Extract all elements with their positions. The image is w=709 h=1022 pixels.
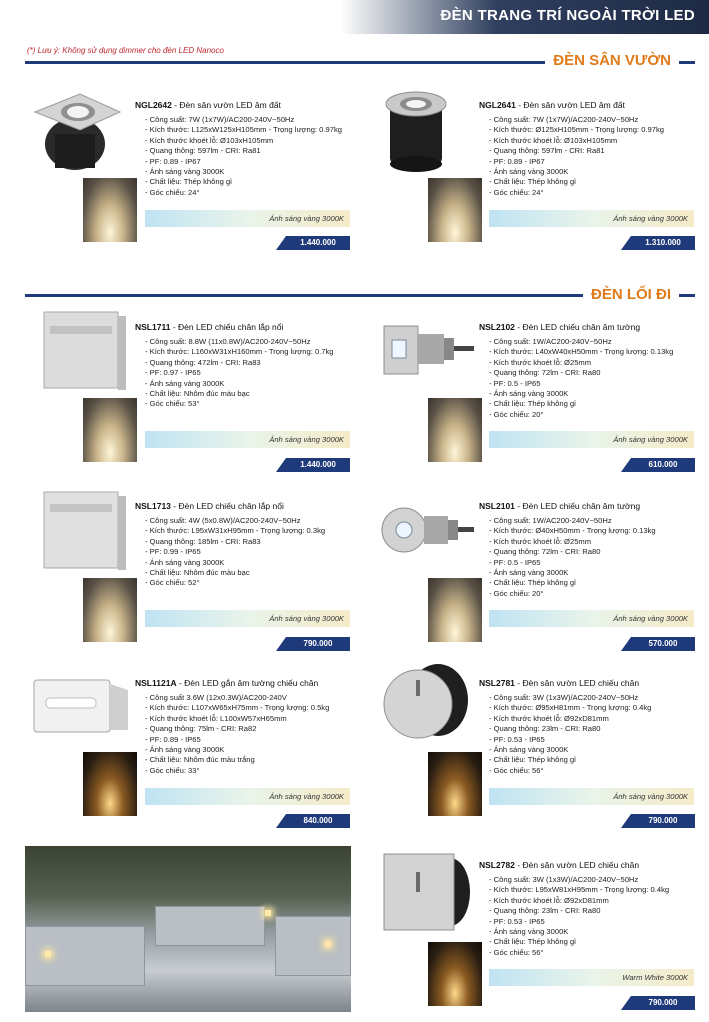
spec-item: - Công suất: 3W (1x3W)/AC200-240V~50Hz [489,875,639,884]
light-effect-thumbnail [83,578,137,642]
spec-item: - PF: 0.97 - IP65 [145,368,201,378]
spec-item: - Ánh sáng vàng 3000K [489,568,569,578]
spec-item: - Chất liệu: Thép không gỉ [489,177,576,187]
light-color-bar: Ánh sáng vàng 3000K [489,431,694,448]
product-specs [145,337,334,410]
spec-item: - Góc chiếu: 20° [489,409,544,419]
spec-item: - Kích thước: L40xW40xH50mm - Trọng lượng: 0.13kg [489,347,674,357]
spec-item: - PF: 0.89 - IP65 [145,734,201,744]
spec-item: - Kích thước khoét lỗ: Ø25mm [489,357,592,367]
product-specs [489,875,669,958]
spec-item: - Ánh sáng vàng 3000K [145,167,225,177]
spec-item: - Chất liệu: Nhôm đúc màu trắng [145,755,255,765]
product-title [479,322,640,332]
spec-item: - Quang thông: 72lm - CRI: Ra80 [489,368,601,378]
product-image [40,488,130,574]
product-code: NSL1713 [135,501,171,511]
spec-item: - Công suất: 1W/AC200-240V~50Hz [489,337,612,346]
section-title-garden: ĐÈN SÂN VƯỜN [545,52,679,69]
spec-item: - PF: 0.53 - IP65 [489,734,545,744]
light-effect-thumbnail [428,578,482,642]
light-effect-thumbnail [428,178,482,242]
spec-item: - Góc chiếu: 33° [145,765,200,775]
product-desc: - Đèn sân vườn LED chiếu chân [514,860,640,870]
spec-item: - Chất liệu: Nhôm đúc màu bạc [145,568,250,578]
spec-item: - Công suất: 1W/AC200-240V~50Hz [489,516,612,525]
spec-item: - Kích thước: L107xW65xH75mm - Trọng lượng: 0.5kg [145,703,330,713]
product-code: NSL2781 [479,678,515,688]
product-image [378,84,478,174]
spec-item: - Kích thước: Ø40xH50mm - Trọng lượng: 0.13kg [489,526,656,536]
product-image [380,320,476,384]
price-tag-edge [621,814,631,828]
stone-bench [275,916,351,976]
spec-item: - Chất liệu: Thép không gỉ [489,399,576,409]
price-tag-edge [276,458,286,472]
price-tag: 840.000 [286,814,350,828]
product-desc: - Đèn LED chiếu chân âm tường [514,322,641,332]
light-color-bar: Ánh sáng vàng 3000K [145,431,350,448]
product-title [135,678,318,688]
spec-item: - Kích thước khoét lỗ: L100xW57xH65mm [145,713,287,723]
stone-bench [155,906,265,946]
lamp-glow [325,941,331,947]
price-tag: 570.000 [631,637,695,651]
product-code: NGL2642 [135,100,172,110]
installation-photo [25,846,351,1012]
product-code: NSL2782 [479,860,515,870]
product-code: NGL2641 [479,100,516,110]
spec-item: - Công suất: 3W (1x3W)/AC200-240V~50Hz [489,693,639,702]
spec-item: - Ánh sáng vàng 3000K [489,745,569,755]
spec-item: - PF: 0.5 - IP65 [489,378,541,388]
spec-item: - Góc chiếu: 24° [145,187,200,197]
spec-item: - Góc chiếu: 56° [489,947,544,957]
price-tag: 610.000 [631,458,695,472]
spec-item: - Ánh sáng vàng 3000K [489,927,569,937]
spec-item: - PF: 0.53 - IP65 [489,916,545,926]
spec-item: - Công suất: 8.8W (11x0.8W)/AC200-240V~50Hz [145,337,311,346]
spec-item: - Góc chiếu: 24° [489,187,544,197]
spec-item: - Công suất: 4W (5x0.8W)/AC200-240V~50Hz [145,516,301,525]
spec-item: - Ánh sáng vàng 3000K [145,745,225,755]
price-tag-edge [621,458,631,472]
price-tag: 790.000 [631,814,695,828]
light-effect-thumbnail [83,398,137,462]
light-effect-thumbnail [428,398,482,462]
price-tag: 790.000 [286,637,350,651]
spec-item: - Quang thông: 597lm - CRI: Ra81 [145,146,261,156]
price-tag: 1.440.000 [286,458,350,472]
spec-item: - Góc chiếu: 56° [489,765,544,775]
spec-item: - Quang thông: 23lm - CRI: Ra80 [489,724,601,734]
product-code: NSL1711 [135,322,171,332]
spec-item: - PF: 0.99 - IP65 [145,547,201,557]
price-tag-edge [276,236,286,250]
spec-item: - Công suất 3.6W (12x0.3W)/AC200-240V [145,693,287,702]
product-image [380,848,476,938]
dimmer-note: (*) Lưu ý: Không sử dụng dimmer cho đèn LED Nanoco [27,46,224,55]
product-title [135,322,283,332]
product-desc: - Đèn sân vườn LED âm đất [171,100,281,110]
light-color-bar: Ánh sáng vàng 3000K [145,210,350,227]
product-title [479,501,640,511]
product-image [380,500,476,564]
product-specs [145,115,342,198]
spec-item: - Kích thước khoét lỗ: Ø92xD81mm [489,713,609,723]
spec-item: - Công suất: 7W (1x7W)/AC200-240V~50Hz [489,115,639,124]
light-effect-thumbnail [428,752,482,816]
light-color-bar: Ánh sáng vàng 3000K [145,788,350,805]
product-title [479,100,625,110]
product-image [40,308,130,394]
price-tag: 1.310.000 [631,236,695,250]
spec-item: - Góc chiếu: 20° [489,588,544,598]
stone-bench [25,926,145,986]
spec-item: - Kích thước: L125xW125xH105mm - Trọng lượng: 0.97kg [145,125,342,135]
spec-item: - Kích thước: L95xW31xH95mm - Trọng lượng: 0.3kg [145,526,326,536]
spec-item: - Góc chiếu: 53° [145,399,200,409]
spec-item: - Ánh sáng vàng 3000K [145,557,225,567]
product-specs [489,693,651,776]
product-image [28,672,132,742]
section-title-path: ĐÈN LỐI ĐI [583,286,679,303]
spec-item: - Chất liệu: Nhôm đúc màu bạc [145,389,250,399]
spec-item: - Quang thông: 472lm - CRI: Ra83 [145,357,261,367]
light-color-bar: Ánh sáng vàng 3000K [489,610,694,627]
product-specs [489,337,673,420]
spec-item: - Chất liệu: Thép không gỉ [145,177,232,187]
spec-item: - Kích thước: L160xW31xH160mm - Trọng lượng: 0.7kg [145,347,334,357]
price-tag-edge [276,814,286,828]
product-title [479,678,639,688]
spec-item: - Ánh sáng vàng 3000K [145,378,225,388]
spec-item: - Quang thông: 185lm - CRI: Ra83 [145,536,261,546]
light-color-bar: Warm White 3000K [489,969,694,986]
light-color-bar: Ánh sáng vàng 3000K [489,210,694,227]
price-tag: 1.440.000 [286,236,350,250]
price-tag-edge [276,637,286,651]
price-tag-edge [621,236,631,250]
product-specs [489,115,664,198]
product-desc: - Đèn LED chiếu chân lắp nổi [170,501,284,511]
light-effect-thumbnail [428,942,482,1006]
spec-item: - PF: 0.89 - IP67 [489,156,545,166]
header-bar [0,0,709,34]
product-image [25,84,135,174]
product-title [135,501,284,511]
price-tag: 790.000 [631,996,695,1010]
product-desc: - Đèn LED chiếu chân lắp nổi [170,322,284,332]
spec-item: - Quang thông: 597lm - CRI: Ra81 [489,146,605,156]
product-specs [145,516,325,589]
spec-item: - Kích thước khoét lỗ: Ø103xH105mm [145,135,274,145]
spec-item: - Quang thông: 72lm - CRI: Ra80 [489,547,601,557]
light-effect-thumbnail [83,178,137,242]
price-tag-edge [621,996,631,1010]
product-desc: - Đèn sân vườn LED chiếu chân [514,678,640,688]
spec-item: - PF: 0.89 - IP67 [145,156,201,166]
product-specs [145,693,329,776]
spec-item: - PF: 0.5 - IP65 [489,557,541,567]
lamp-glow [265,910,271,916]
light-color-bar: Ánh sáng vàng 3000K [489,788,694,805]
product-code: NSL2101 [479,501,515,511]
product-code: NSL2102 [479,322,515,332]
lamp-glow [45,951,51,957]
spec-item: - Kích thước: Ø95xH81mm - Trọng lượng: 0.4kg [489,703,652,713]
spec-item: - Góc chiếu: 52° [145,578,200,588]
page-title: ĐÈN TRANG TRÍ NGOÀI TRỜI LED [440,7,695,24]
light-color-bar: Ánh sáng vàng 3000K [145,610,350,627]
spec-item: - Chất liệu: Thép không gỉ [489,755,576,765]
product-specs [489,516,656,599]
spec-item: - Chất liệu: Thép không gỉ [489,578,576,588]
product-desc: - Đèn sân vườn LED âm đất [515,100,625,110]
product-desc: - Đèn LED chiếu chân âm tường [514,501,641,511]
spec-item: - Kích thước: L95xW81xH95mm - Trọng lượng: 0.4kg [489,885,670,895]
product-title [135,100,281,110]
spec-item: - Kích thước: Ø125xH105mm - Trọng lượng: 0.97kg [489,125,665,135]
spec-item: - Ánh sáng vàng 3000K [489,389,569,399]
product-desc: - Đèn LED gắn âm tường chiếu chân [176,678,319,688]
product-image [380,660,476,742]
spec-item: - Chất liệu: Thép không gỉ [489,937,576,947]
product-title [479,860,639,870]
light-effect-thumbnail [83,752,137,816]
spec-item: - Kích thước khoét lỗ: Ø92xD81mm [489,895,609,905]
spec-item: - Quang thông: 23lm - CRI: Ra80 [489,906,601,916]
spec-item: - Công suất: 7W (1x7W)/AC200-240V~50Hz [145,115,295,124]
spec-item: - Kích thước khoét lỗ: Ø103xH105mm [489,135,618,145]
spec-item: - Quang thông: 75lm - CRI: Ra82 [145,724,257,734]
spec-item: - Ánh sáng vàng 3000K [489,167,569,177]
spec-item: - Kích thước khoét lỗ: Ø25mm [489,536,592,546]
price-tag-edge [621,637,631,651]
product-code: NSL1121A [135,678,177,688]
